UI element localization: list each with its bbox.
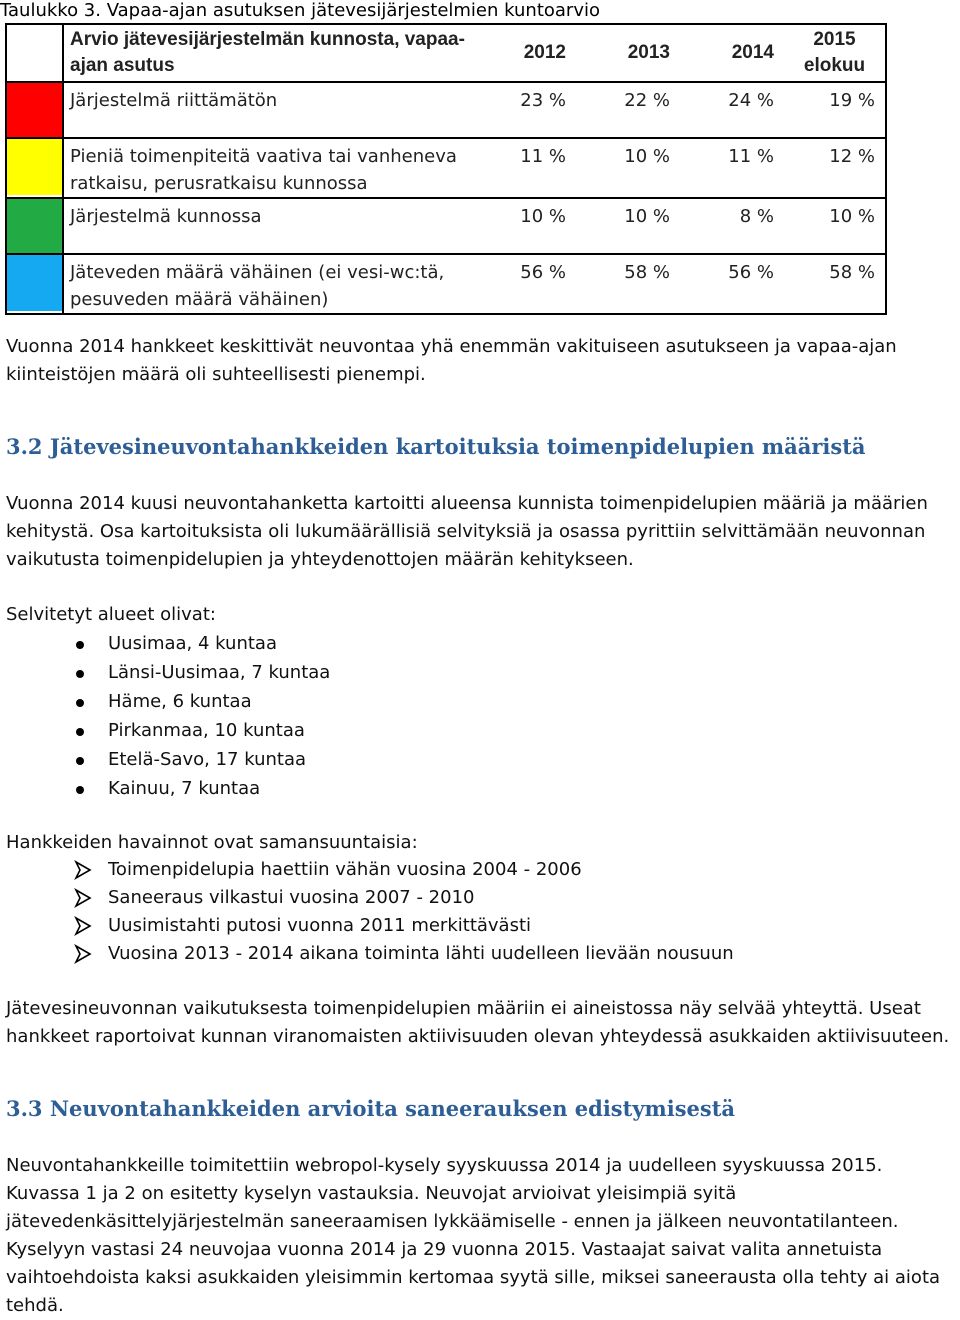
row-value: 10 % [784,198,886,254]
paragraph-permit-surveys: Vuonna 2014 kuusi neuvontahanketta kartoitti alueensa kunnista toimenpidelupien määriä ja määrien kehitystä. Osa kartoituksista oli lukumäärällisiä selvityksiä ja osassa pyrittiin selvittämään neuvonnan vaikutusta toimenpidelupien ja yhteydenottojen määrän kehitykseen. [6,493,928,570]
list-item-text: Pirkanmaa, 10 kuntaa [108,720,305,741]
areas-list [0,630,330,804]
row-value: 19 % [784,82,886,138]
bullet-icon [76,670,84,678]
row-label: Järjestelmä riittämätön [63,82,476,138]
table-header-row [6,24,886,82]
status-swatch-green [6,198,63,254]
table-caption: Taulukko 3. Vapaa-ajan asutuksen jätevesijärjestelmien kuntoarvio [0,0,600,21]
green-swatch [7,199,62,253]
row-value: 22 % [576,82,680,138]
row-label: Jäteveden määrä vähäinen (ei vesi-wc:tä, pesuveden määrä vähäinen) [63,254,476,314]
header-label: Arvio jätevesijärjestelmän kunnosta, vapaa-ajan asutus [63,24,476,82]
header-year-2013: 2013 [576,24,680,82]
bullet-icon [76,641,84,649]
row-value: 8 % [680,198,784,254]
arrow-bullet-icon [73,916,93,936]
status-swatch-yellow [6,138,63,198]
list-item [0,688,330,717]
yellow-swatch [7,139,62,195]
table-row [6,82,886,138]
list-item [0,659,330,688]
list-item [0,884,734,912]
header-year-2012: 2012 [476,24,576,82]
status-swatch-red [6,82,63,138]
list-item-text: Etelä-Savo, 17 kuntaa [108,749,307,770]
list-item [0,912,734,940]
row-value: 23 % [476,82,576,138]
bullet-icon [76,699,84,707]
areas-intro: Selvitetyt alueet olivat: [6,604,216,625]
findings-list [0,856,734,968]
arrow-bullet-icon [73,944,93,964]
row-label: Järjestelmä kunnossa [63,198,476,254]
section-heading-3-2: 3.2 Jätevesineuvontahankkeiden kartoituksia toimenpidelupien määristä [6,434,866,459]
row-value: 12 % [784,138,886,198]
bullet-icon [76,757,84,765]
row-value: 11 % [680,138,784,198]
table-row [6,254,886,314]
paragraph-2014-focus: Vuonna 2014 hankkeet keskittivät neuvontaa yhä enemmän vakituiseen asutukseen ja vapaa-ajan kiinteistöjen määrä oli suhteellisesti pienempi. [6,336,897,385]
table-row [6,138,886,198]
row-label: Pieniä toimenpiteitä vaativa tai vanheneva ratkaisu, perusratkaisu kunnossa [63,138,476,198]
list-item-text: Uusimistahti putosi vuonna 2011 merkittävästi [108,915,532,936]
arrow-bullet-icon [73,888,93,908]
paragraph-conclusion: Jätevesineuvonnan vaikutuksesta toimenpidelupien määriin ei aineistossa näy selvää yhteyttä. Useat hankkeet raportoivat kunnan viranomaisten aktiivisuuden olevan yhteydessä asukkaiden aktiivisuuteen. [6,998,950,1047]
list-item-text: Häme, 6 kuntaa [108,691,252,712]
status-table [5,23,887,315]
row-value: 10 % [576,198,680,254]
bullet-icon [76,786,84,794]
header-year-2014: 2014 [680,24,784,82]
arrow-bullet-icon [73,860,93,880]
row-value: 10 % [576,138,680,198]
row-value: 56 % [476,254,576,314]
list-item [0,630,330,659]
status-swatch-blue [6,254,63,314]
row-value: 24 % [680,82,784,138]
findings-intro: Hankkeiden havainnot ovat samansuuntaisia: [6,832,418,853]
list-item [0,775,330,804]
list-item-text: Uusimaa, 4 kuntaa [108,633,277,654]
section-heading-3-3: 3.3 Neuvontahankkeiden arvioita saneerauksen edistymisestä [6,1096,736,1121]
row-value: 58 % [784,254,886,314]
table-row [6,198,886,254]
list-item-text: Vuosina 2013 - 2014 aikana toiminta lähti uudelleen lievään nousuun [108,943,734,964]
list-item [0,717,330,746]
row-value: 56 % [680,254,784,314]
list-item [0,746,330,775]
row-value: 10 % [476,198,576,254]
header-swatch-cell [6,24,63,82]
list-item-text: Länsi-Uusimaa, 7 kuntaa [108,662,331,683]
header-year-2015: 2015 elokuu [784,24,886,82]
row-value: 11 % [476,138,576,198]
row-value: 58 % [576,254,680,314]
list-item [0,856,734,884]
bullet-icon [76,728,84,736]
list-item [0,940,734,968]
paragraph-webropol-survey: Neuvontahankkeille toimitettiin webropol-kysely syyskuussa 2014 ja uudelleen syyskuussa 2015. Kuvassa 1 ja 2 on esitetty kyselyn vastauksia. Neuvojat arvioivat yleisimpiä syitä jätevedenkäsittelyjärjestelmän saneeraamisen lykkäämiselle - ennen ja jälkeen neuvontatilanteen. Kyselyyn vastasi 24 neuvojaa vuonna 2014 ja 29 vuonna 2015. Vastaajat saivat valita annetuista vaihtoehdoista kaksi asukkaiden yleisimmin kertomaa syytä sille, miksei saneerausta olla tehty ai aiota tehdä. [6,1155,941,1316]
red-swatch [7,83,62,137]
list-item-text: Kainuu, 7 kuntaa [108,778,261,799]
list-item-text: Toimenpidelupia haettiin vähän vuosina 2004 - 2006 [108,859,582,880]
blue-swatch [7,255,62,311]
list-item-text: Saneeraus vilkastui vuosina 2007 - 2010 [108,887,475,908]
